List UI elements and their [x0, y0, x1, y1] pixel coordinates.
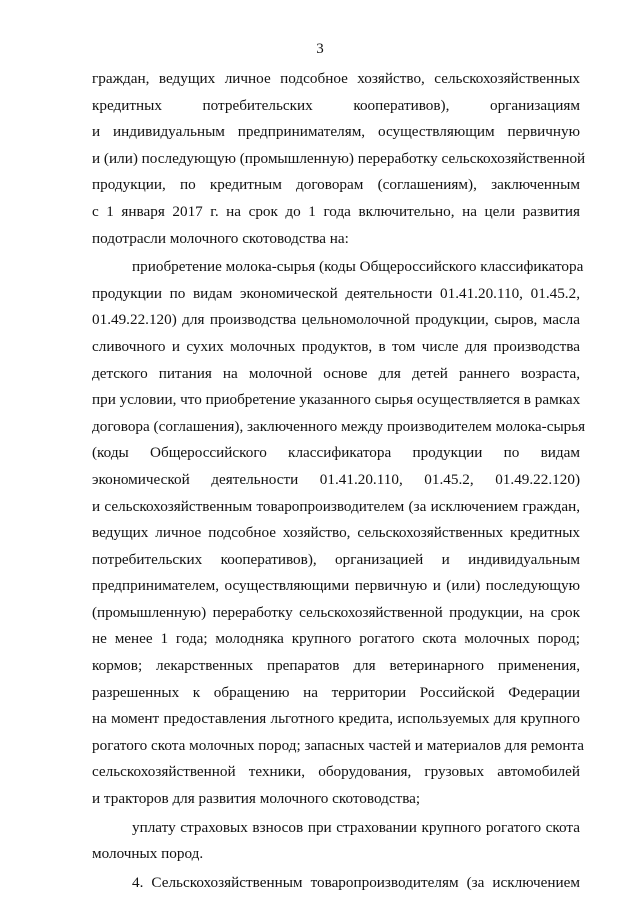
- text-line: ведущих личное подсобное хозяйство, сельскохозяйственных кредитных: [92, 524, 580, 542]
- text-line: потребительских кооперативов), организацией и индивидуальным: [92, 550, 580, 568]
- text-line: кредитных потребительских кооперативов), организациям: [92, 96, 580, 114]
- text-line: и индивидуальным предпринимателям, осуществляющим первичную: [92, 123, 580, 141]
- text-line: уплату страховых взносов при страховании крупного рогатого скота: [132, 818, 580, 836]
- text-line: и сельскохозяйственным товаропроизводителем (за исключением граждан,: [92, 497, 580, 515]
- document-body: [92, 66, 586, 896]
- text-line: продукции по видам экономической деятельности 01.41.20.110, 01.45.2,: [92, 284, 580, 302]
- text-line: детского питания на молочной основе для детей раннего возраста,: [92, 364, 580, 382]
- text-line: и (или) последующую (промышленную) переработку сельскохозяйственной: [92, 149, 586, 167]
- text-line: граждан, ведущих личное подсобное хозяйство, сельскохозяйственных: [92, 70, 580, 87]
- paragraph: [92, 815, 580, 868]
- text-line: договора (соглашения), заключенного между производителем молока-сырья: [92, 417, 586, 435]
- text-line: молочных пород.: [92, 845, 204, 863]
- text-line: с 1 января 2017 г. на срок до 1 года включительно, на цели развития: [92, 202, 580, 220]
- text-line: предпринимателем, осуществляющими первичную и (или) последующую: [92, 577, 580, 595]
- text-line: сливочного и сухих молочных продуктов, в том числе для производства: [92, 337, 580, 355]
- text-line: рогатого скота молочных пород; запасных частей и материалов для ремонта: [92, 736, 585, 754]
- page-number: 3: [316, 41, 324, 57]
- text-line: не менее 1 года; молодняка крупного рогатого скота молочных пород;: [92, 630, 580, 648]
- text-line: 01.49.22.120) для производства цельномолочной продукции, сыров, масла: [92, 311, 580, 329]
- text-line: и тракторов для развития молочного скотоводства;: [92, 790, 421, 808]
- paragraph: [92, 66, 586, 252]
- paragraph: [92, 254, 586, 812]
- text-line: (коды Общероссийского классификатора продукции по видам: [92, 444, 580, 462]
- text-line: при условии, что приобретение указанного сырья осуществляется в рамках: [92, 391, 581, 409]
- text-line: экономической деятельности 01.41.20.110, 01.45.2, 01.49.22.120): [92, 470, 580, 488]
- text-line: продукции, по кредитным договорам (соглашениям), заключенным: [92, 176, 580, 194]
- text-line: подотрасли молочного скотоводства на:: [92, 229, 349, 247]
- text-line: приобретение молока-сырья (коды Общероссийского классификатора: [132, 258, 584, 276]
- text-line: (промышленную) переработку сельскохозяйственной продукции, на срок: [92, 603, 580, 621]
- text-line: разрешенных к обращению на территории Российской Федерации: [92, 683, 580, 701]
- text-line: 4. Сельскохозяйственным товаропроизводителям (за исключением: [132, 873, 580, 891]
- text-line: кормов; лекарственных препаратов для ветеринарного применения,: [92, 657, 580, 675]
- paragraph: [92, 870, 580, 897]
- text-line: на момент предоставления льготного кредита, используемых для крупного: [92, 710, 580, 728]
- text-line: сельскохозяйственной техники, оборудования, грузовых автомобилей: [92, 763, 580, 781]
